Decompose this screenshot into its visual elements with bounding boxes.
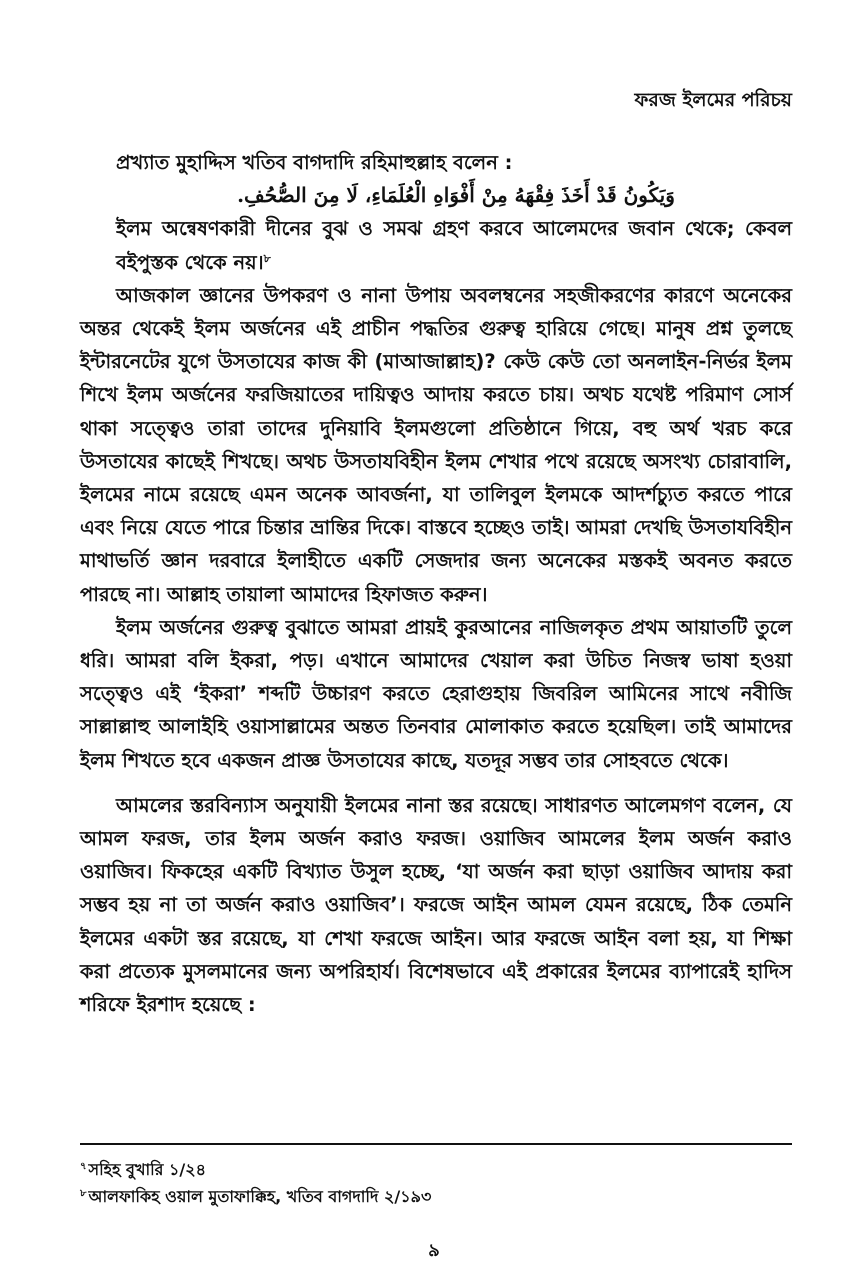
paragraph-knowledge-tools: আজকাল জ্ঞানের উপকরণ ও নানা উপায় অবলম্বনের সহজীকরণের কারণে অনেকের অন্তর থেকেই ইলম অর্জনের এই প্রাচীন পদ্ধতির গুরুত্ব হারিয়ে গেছে। মানুষ প্রশ্ন তুলছে ইন্টারনেটের যুগে উসতাযের কাজ কী (মাআজাল্লাহ)? কেউ কেউ তো অনলাইন-নির্ভর ইলম শিখে ইলম অর্জনের ফরজিয়াতের দায়িত্বও আদায় করতে চায়। অথচ যথেষ্ট পরিমাণ সোর্স থাকা সত্ত্বেও তারা তাদের দুনিয়াবি ইলমগুলো প্রতিষ্ঠানে গিয়ে, বহু অর্থ খরচ করে উসতাযের কাছেই শিখছে। অথচ উসতাযবিহীন ইলম শেখার পথে রয়েছে অসংখ্য চোরাবালি, ইলমের নামে রয়েছে এমন অনেক আবর্জনা, যা তালিবুল ইলমকে আদর্শচ্যুত করতে পারে এবং নিয়ে যেতে পারে চিন্তার ভ্রান্তির দিকে। বাস্তবে হচ্ছেও তাই। আমরা দেখছি উসতাযবিহীন মাথাভর্তি জ্ঞান দরবারে ইলাহীতে একটি সেজদার জন্য অনেকের মস্তকই অবনত করতে পারছে না। আল্লাহ তায়ালা আমাদের হিফাজত করুন। — [80, 283, 792, 606]
translation-text: ইলম অন্বেষণকারী দীনের বুঝ ও সমঝ গ্রহণ করবে আলেমদের জবান থেকে; কেবল বইপুস্তক থেকে নয়। — [116, 217, 792, 274]
footnote-item — [80, 1156, 431, 1183]
footnote-item — [80, 1183, 431, 1210]
paragraph-translation — [80, 212, 792, 278]
body-text — [80, 146, 792, 1021]
paragraph-fard-ilm: আমলের স্তরবিন্যাস অনুযায়ী ইলমের নানা স্তর রয়েছে। সাধারণত আলেমগণ বলেন, যে আমল ফরজ, তার ইলম অর্জন করাও ফরজ। ওয়াজিব আমলের ইলম অর্জন করাও ওয়াজিব। ফিকহের একটি বিখ্যাত উসুল হচ্ছে, ‘যা অর্জন করা ছাড়া ওয়াজিব আদায় করা সম্ভব হয় না তা অর্জন করাও ওয়াজিব’। ফরজে আইন আমল যেমন রয়েছে, ঠিক তেমনি ইলমের একটা স্তর রয়েছে, যা শেখা ফরজে আইন। আর ফরজে আইন বলা হয়, যা শিক্ষা করা প্রত্যেক মুসলমানের জন্য অপরিহার্য। বিশেষভাবে এই প্রকারের ইলমের ব্যাপারেই হাদিস শরিফে ইরশাদ হয়েছে : — [80, 793, 792, 1017]
footnote-number: ৮ — [80, 1188, 87, 1199]
footnote-divider — [80, 1143, 792, 1145]
footnote-number: ৭ — [80, 1161, 87, 1172]
footnote-marker: ৮ — [263, 251, 271, 265]
page-number: ৯ — [428, 1240, 440, 1261]
footnote-text: সহিহ বুখারি ১/২৪ — [88, 1160, 207, 1179]
footnotes — [80, 1156, 431, 1210]
paragraph-intro: প্রখ্যাত মুহাদ্দিস খতিব বাগদাদি রহিমাহুল্লাহ বলেন : — [116, 151, 513, 174]
paragraph-iqra: ইলম অর্জনের গুরুত্ব বুঝাতে আমরা প্রায়ই কুরআনের নাজিলকৃত প্রথম আয়াতটি তুলে ধরি। আমরা বলি ইকরা, পড়। এখানে আমাদের খেয়াল করা উচিত নিজস্ব ভাষা হওয়া সত্ত্বেও এই ‘ইকরা’ শব্দটি উচ্চারণ করতে হেরাগুহায় জিবরিল আমিনের সাথে নবীজি সাল্লাল্লাহু আলাইহি ওয়াসাল্লামের অন্তত তিনবার মোলাকাত করতে হয়েছিল। তাই আমাদের ইলম শিখতে হবে একজন প্রাজ্ঞ উসতাযের কাছে, যতদূর সম্ভব তার সোহবতে থেকে। — [80, 615, 792, 772]
footnote-text: আলফাকিহ ওয়াল মুতাফাক্কিহ, খতিব বাগদাদি ২/১৯৩ — [88, 1187, 432, 1206]
running-head: ফরজ ইলমের পরিচয় — [634, 89, 792, 111]
arabic-quote: وَيَكُونُ قَدْ أَخَذَ فِقْهَهُ مِنْ أَفْوَاهِ الْعُلَمَاءِ، لَا مِنَ الصُّحُفِ. — [237, 183, 675, 208]
